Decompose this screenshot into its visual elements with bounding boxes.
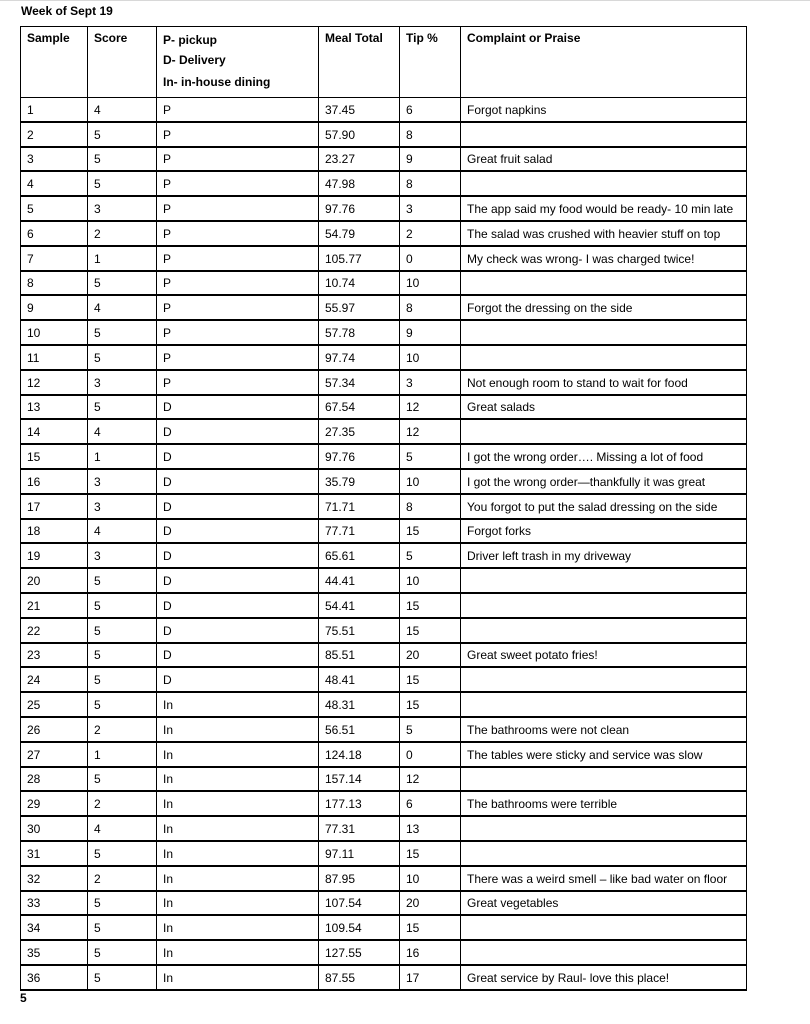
cell-tip: 2 xyxy=(400,221,461,246)
cell-tip: 6 xyxy=(400,792,461,817)
cell-order-type: D xyxy=(157,569,319,594)
cell-meal-total: 124.18 xyxy=(319,742,400,767)
cell-tip: 8 xyxy=(400,494,461,519)
table-row xyxy=(21,841,747,866)
table-row xyxy=(21,519,747,544)
cell-score: 5 xyxy=(88,172,157,197)
cell-comment: There was a weird smell – like bad water on floor xyxy=(461,866,747,891)
cell-order-type: D xyxy=(157,593,319,618)
table-row xyxy=(21,792,747,817)
cell-order-type: P xyxy=(157,98,319,123)
cell-tip: 8 xyxy=(400,122,461,147)
cell-score: 1 xyxy=(88,445,157,470)
cell-meal-total: 65.61 xyxy=(319,544,400,569)
cell-tip: 5 xyxy=(400,445,461,470)
page-top-edge xyxy=(0,0,810,1)
cell-sample: 5 xyxy=(21,197,88,222)
cell-score: 2 xyxy=(88,221,157,246)
table-row xyxy=(21,246,747,271)
table-row xyxy=(21,817,747,842)
table-row xyxy=(21,98,747,123)
cell-comment: The salad was crushed with heavier stuff on top xyxy=(461,221,747,246)
cell-meal-total: 48.41 xyxy=(319,668,400,693)
cell-meal-total: 127.55 xyxy=(319,941,400,966)
cell-meal-total: 27.35 xyxy=(319,420,400,445)
cell-order-type: D xyxy=(157,395,319,420)
cell-score: 5 xyxy=(88,271,157,296)
cell-meal-total: 57.78 xyxy=(319,321,400,346)
cell-meal-total: 75.51 xyxy=(319,618,400,643)
cell-tip: 3 xyxy=(400,197,461,222)
survey-table xyxy=(20,26,747,991)
cell-tip: 5 xyxy=(400,717,461,742)
cell-score: 5 xyxy=(88,643,157,668)
table-row xyxy=(21,321,747,346)
cell-score: 4 xyxy=(88,98,157,123)
cell-sample: 17 xyxy=(21,494,88,519)
cell-order-type: P xyxy=(157,221,319,246)
cell-comment xyxy=(461,569,747,594)
cell-tip: 15 xyxy=(400,618,461,643)
cell-tip: 15 xyxy=(400,593,461,618)
cell-comment: You forgot to put the salad dressing on the side xyxy=(461,494,747,519)
table-row xyxy=(21,767,747,792)
cell-sample: 13 xyxy=(21,395,88,420)
cell-sample: 7 xyxy=(21,246,88,271)
cell-comment xyxy=(461,345,747,370)
cell-comment: Great vegetables xyxy=(461,891,747,916)
table-row xyxy=(21,717,747,742)
cell-comment: Forgot forks xyxy=(461,519,747,544)
cell-score: 4 xyxy=(88,519,157,544)
cell-score: 4 xyxy=(88,420,157,445)
table-row xyxy=(21,643,747,668)
cell-meal-total: 177.13 xyxy=(319,792,400,817)
cell-sample: 8 xyxy=(21,271,88,296)
cell-order-type: P xyxy=(157,246,319,271)
cell-meal-total: 105.77 xyxy=(319,246,400,271)
cell-score: 5 xyxy=(88,569,157,594)
table-row xyxy=(21,941,747,966)
cell-score: 3 xyxy=(88,544,157,569)
cell-order-type: D xyxy=(157,643,319,668)
cell-comment xyxy=(461,767,747,792)
cell-sample: 36 xyxy=(21,965,88,990)
cell-tip: 17 xyxy=(400,965,461,990)
cell-comment: The bathrooms were terrible xyxy=(461,792,747,817)
cell-comment xyxy=(461,618,747,643)
cell-sample: 10 xyxy=(21,321,88,346)
cell-score: 5 xyxy=(88,321,157,346)
table-row xyxy=(21,395,747,420)
cell-score: 3 xyxy=(88,469,157,494)
cell-meal-total: 48.31 xyxy=(319,693,400,718)
cell-score: 5 xyxy=(88,618,157,643)
cell-sample: 19 xyxy=(21,544,88,569)
cell-score: 5 xyxy=(88,965,157,990)
cell-sample: 28 xyxy=(21,767,88,792)
cell-score: 5 xyxy=(88,668,157,693)
cell-comment xyxy=(461,668,747,693)
cell-score: 4 xyxy=(88,817,157,842)
cell-tip: 0 xyxy=(400,246,461,271)
cell-comment: I got the wrong order…. Missing a lot of food xyxy=(461,445,747,470)
cell-sample: 32 xyxy=(21,866,88,891)
cell-comment xyxy=(461,817,747,842)
cell-tip: 15 xyxy=(400,668,461,693)
cell-tip: 9 xyxy=(400,321,461,346)
cell-meal-total: 107.54 xyxy=(319,891,400,916)
cell-sample: 33 xyxy=(21,891,88,916)
header-type-line: In- in-house dining xyxy=(163,75,271,89)
cell-order-type: In xyxy=(157,941,319,966)
table-row xyxy=(21,370,747,395)
cell-meal-total: 85.51 xyxy=(319,643,400,668)
cell-comment: Driver left trash in my driveway xyxy=(461,544,747,569)
cell-sample: 12 xyxy=(21,370,88,395)
cell-sample: 11 xyxy=(21,345,88,370)
cell-meal-total: 87.95 xyxy=(319,866,400,891)
cell-order-type: P xyxy=(157,271,319,296)
cell-comment: Great fruit salad xyxy=(461,147,747,172)
header-comment: Complaint or Praise xyxy=(461,27,747,98)
header-meal-total: Meal Total xyxy=(319,27,400,98)
cell-comment: The tables were sticky and service was slow xyxy=(461,742,747,767)
cell-tip: 10 xyxy=(400,569,461,594)
cell-sample: 15 xyxy=(21,445,88,470)
cell-order-type: P xyxy=(157,296,319,321)
cell-sample: 6 xyxy=(21,221,88,246)
table-row xyxy=(21,221,747,246)
cell-order-type: D xyxy=(157,544,319,569)
cell-tip: 20 xyxy=(400,891,461,916)
header-score: Score xyxy=(88,27,157,98)
cell-tip: 10 xyxy=(400,345,461,370)
cell-sample: 9 xyxy=(21,296,88,321)
cell-comment: Great salads xyxy=(461,395,747,420)
cell-meal-total: 44.41 xyxy=(319,569,400,594)
cell-tip: 12 xyxy=(400,420,461,445)
cell-sample: 35 xyxy=(21,941,88,966)
table-header-row xyxy=(21,27,747,98)
cell-score: 4 xyxy=(88,296,157,321)
cell-order-type: In xyxy=(157,866,319,891)
cell-sample: 16 xyxy=(21,469,88,494)
cell-meal-total: 71.71 xyxy=(319,494,400,519)
cell-meal-total: 97.76 xyxy=(319,197,400,222)
cell-comment xyxy=(461,122,747,147)
cell-sample: 29 xyxy=(21,792,88,817)
cell-meal-total: 77.31 xyxy=(319,817,400,842)
header-tip: Tip % xyxy=(400,27,461,98)
cell-comment: The app said my food would be ready- 10 min late xyxy=(461,197,747,222)
cell-sample: 1 xyxy=(21,98,88,123)
cell-comment: Great sweet potato fries! xyxy=(461,643,747,668)
cell-order-type: In xyxy=(157,767,319,792)
cell-meal-total: 67.54 xyxy=(319,395,400,420)
table-row xyxy=(21,494,747,519)
cell-tip: 10 xyxy=(400,469,461,494)
cell-score: 5 xyxy=(88,841,157,866)
table-row xyxy=(21,965,747,990)
cell-tip: 5 xyxy=(400,544,461,569)
cell-meal-total: 87.55 xyxy=(319,965,400,990)
table-row xyxy=(21,469,747,494)
cell-order-type: D xyxy=(157,668,319,693)
cell-sample: 34 xyxy=(21,916,88,941)
cell-sample: 18 xyxy=(21,519,88,544)
table-row xyxy=(21,668,747,693)
cell-comment: Forgot napkins xyxy=(461,98,747,123)
cell-order-type: P xyxy=(157,147,319,172)
cell-score: 2 xyxy=(88,717,157,742)
table-row xyxy=(21,742,747,767)
cell-sample: 31 xyxy=(21,841,88,866)
cell-tip: 12 xyxy=(400,767,461,792)
cell-order-type: In xyxy=(157,693,319,718)
cell-sample: 22 xyxy=(21,618,88,643)
cell-meal-total: 97.74 xyxy=(319,345,400,370)
cell-tip: 15 xyxy=(400,693,461,718)
table-row xyxy=(21,544,747,569)
cell-meal-total: 57.90 xyxy=(319,122,400,147)
header-sample: Sample xyxy=(21,27,88,98)
cell-order-type: In xyxy=(157,916,319,941)
cell-score: 3 xyxy=(88,370,157,395)
cell-comment xyxy=(461,420,747,445)
cell-comment: The bathrooms were not clean xyxy=(461,717,747,742)
cell-sample: 4 xyxy=(21,172,88,197)
cell-sample: 24 xyxy=(21,668,88,693)
cell-sample: 21 xyxy=(21,593,88,618)
cell-order-type: P xyxy=(157,321,319,346)
table-row xyxy=(21,420,747,445)
cell-order-type: P xyxy=(157,197,319,222)
cell-score: 5 xyxy=(88,147,157,172)
cell-tip: 3 xyxy=(400,370,461,395)
cell-order-type: D xyxy=(157,445,319,470)
cell-meal-total: 56.51 xyxy=(319,717,400,742)
cell-order-type: In xyxy=(157,891,319,916)
cell-order-type: P xyxy=(157,345,319,370)
cell-tip: 8 xyxy=(400,296,461,321)
cell-order-type: In xyxy=(157,965,319,990)
cell-comment xyxy=(461,941,747,966)
cell-comment xyxy=(461,593,747,618)
cell-score: 5 xyxy=(88,916,157,941)
cell-tip: 15 xyxy=(400,519,461,544)
cell-score: 5 xyxy=(88,395,157,420)
cell-score: 2 xyxy=(88,792,157,817)
cell-order-type: D xyxy=(157,519,319,544)
cell-comment xyxy=(461,693,747,718)
cell-order-type: P xyxy=(157,122,319,147)
cell-score: 5 xyxy=(88,891,157,916)
cell-comment: My check was wrong- I was charged twice! xyxy=(461,246,747,271)
header-order-type xyxy=(157,27,319,98)
cell-sample: 26 xyxy=(21,717,88,742)
table-row xyxy=(21,147,747,172)
cell-score: 5 xyxy=(88,593,157,618)
table-row xyxy=(21,122,747,147)
table-row xyxy=(21,593,747,618)
table-row xyxy=(21,296,747,321)
cell-comment xyxy=(461,916,747,941)
cell-order-type: In xyxy=(157,817,319,842)
cell-meal-total: 55.97 xyxy=(319,296,400,321)
table-row xyxy=(21,172,747,197)
cell-meal-total: 54.41 xyxy=(319,593,400,618)
cell-score: 5 xyxy=(88,122,157,147)
cell-sample: 30 xyxy=(21,817,88,842)
cell-score: 5 xyxy=(88,941,157,966)
table-body xyxy=(21,98,747,991)
cell-sample: 3 xyxy=(21,147,88,172)
cell-order-type: In xyxy=(157,742,319,767)
cell-comment xyxy=(461,321,747,346)
cell-meal-total: 10.74 xyxy=(319,271,400,296)
table-row xyxy=(21,345,747,370)
cell-tip: 6 xyxy=(400,98,461,123)
cell-meal-total: 37.45 xyxy=(319,98,400,123)
cell-meal-total: 23.27 xyxy=(319,147,400,172)
cell-comment: I got the wrong order—thankfully it was great xyxy=(461,469,747,494)
cell-meal-total: 109.54 xyxy=(319,916,400,941)
cell-tip: 20 xyxy=(400,643,461,668)
header-type-line: P- pickup xyxy=(163,33,218,47)
cell-tip: 12 xyxy=(400,395,461,420)
table-row xyxy=(21,916,747,941)
cell-meal-total: 54.79 xyxy=(319,221,400,246)
cell-score: 5 xyxy=(88,345,157,370)
table-row xyxy=(21,445,747,470)
table-row xyxy=(21,569,747,594)
cell-meal-total: 97.76 xyxy=(319,445,400,470)
table-row xyxy=(21,271,747,296)
cell-tip: 10 xyxy=(400,866,461,891)
cell-sample: 27 xyxy=(21,742,88,767)
cell-meal-total: 77.71 xyxy=(319,519,400,544)
cell-tip: 16 xyxy=(400,941,461,966)
header-type-line: D- Delivery xyxy=(163,53,226,67)
cell-comment xyxy=(461,172,747,197)
cell-meal-total: 57.34 xyxy=(319,370,400,395)
table-row xyxy=(21,891,747,916)
cell-order-type: D xyxy=(157,469,319,494)
table-row xyxy=(21,197,747,222)
cell-tip: 0 xyxy=(400,742,461,767)
cell-meal-total: 157.14 xyxy=(319,767,400,792)
cell-score: 2 xyxy=(88,866,157,891)
cell-meal-total: 47.98 xyxy=(319,172,400,197)
cell-tip: 13 xyxy=(400,817,461,842)
table-row xyxy=(21,693,747,718)
cell-tip: 8 xyxy=(400,172,461,197)
cell-order-type: P xyxy=(157,370,319,395)
cell-sample: 14 xyxy=(21,420,88,445)
cell-tip: 9 xyxy=(400,147,461,172)
page-number: 5 xyxy=(20,991,27,1005)
cell-meal-total: 35.79 xyxy=(319,469,400,494)
cell-comment: Forgot the dressing on the side xyxy=(461,296,747,321)
cell-comment: Not enough room to stand to wait for food xyxy=(461,370,747,395)
cell-sample: 25 xyxy=(21,693,88,718)
cell-score: 3 xyxy=(88,494,157,519)
cell-sample: 2 xyxy=(21,122,88,147)
cell-score: 1 xyxy=(88,742,157,767)
cell-score: 1 xyxy=(88,246,157,271)
cell-comment xyxy=(461,841,747,866)
table-row xyxy=(21,618,747,643)
cell-sample: 20 xyxy=(21,569,88,594)
cell-order-type: In xyxy=(157,841,319,866)
cell-tip: 10 xyxy=(400,271,461,296)
cell-order-type: P xyxy=(157,172,319,197)
cell-tip: 15 xyxy=(400,841,461,866)
cell-comment: Great service by Raul- love this place! xyxy=(461,965,747,990)
cell-order-type: In xyxy=(157,792,319,817)
cell-tip: 15 xyxy=(400,916,461,941)
cell-order-type: D xyxy=(157,420,319,445)
cell-score: 5 xyxy=(88,767,157,792)
table-row xyxy=(21,866,747,891)
cell-order-type: D xyxy=(157,618,319,643)
cell-order-type: In xyxy=(157,717,319,742)
cell-meal-total: 97.11 xyxy=(319,841,400,866)
cell-score: 5 xyxy=(88,693,157,718)
cell-score: 3 xyxy=(88,197,157,222)
cell-sample: 23 xyxy=(21,643,88,668)
cell-comment xyxy=(461,271,747,296)
page-title: Week of Sept 19 xyxy=(21,4,113,18)
cell-order-type: D xyxy=(157,494,319,519)
